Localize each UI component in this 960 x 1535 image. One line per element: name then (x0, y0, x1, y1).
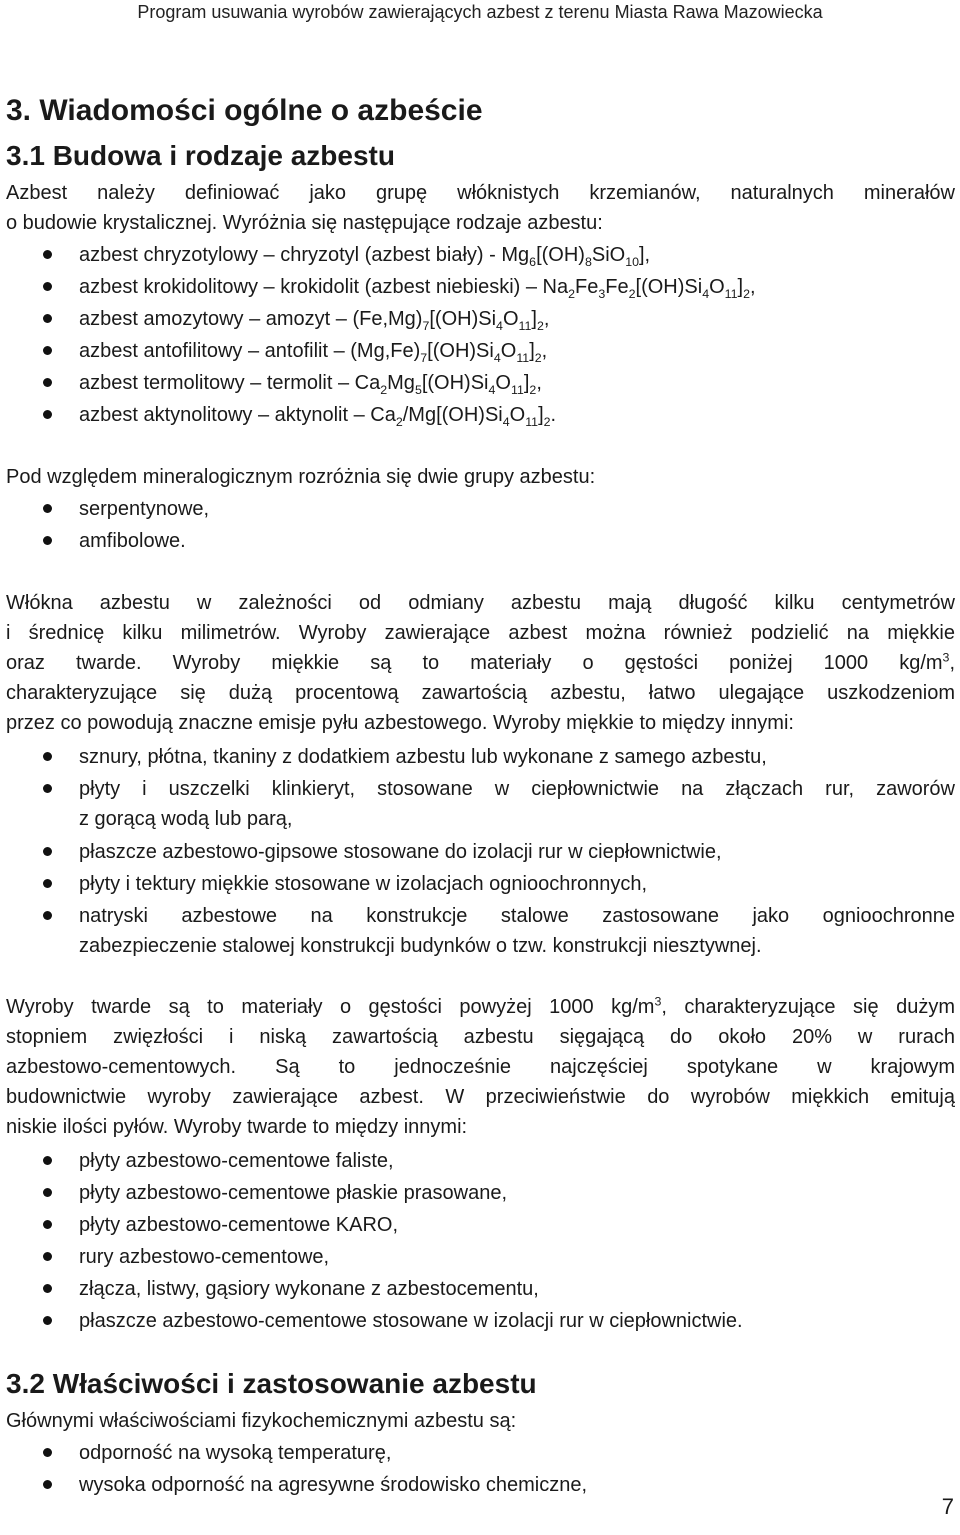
bullet-icon (43, 282, 52, 291)
list-item: odporność na wysoką temperaturę, (79, 1442, 392, 1464)
paragraph-line: Włókna azbestu w zależności od odmiany azbestu mają długość kilku centymetrów (6, 592, 955, 614)
list-item: sznury, płótna, tkaniny z dodatkiem azbestu lub wykonane z samego azbestu, (79, 746, 767, 768)
paragraph-line: stopniem zwięzłości i niską zawartością azbestu sięgającą do około 20% w rurach (6, 1026, 955, 1048)
list-item: złącza, listwy, gąsiory wykonane z azbestocementu, (79, 1278, 539, 1300)
section-3-2-title: 3.2 Właściwości i zastosowanie azbestu (6, 1368, 537, 1399)
paragraph-line: azbestowo-cementowych. Są to jednocześnie najczęściej spotykane w krajowym (6, 1056, 955, 1078)
list-item-amozyt: azbest amozytowy – amozyt – $(Fe,Mg)_7[(OH)Si_4O_{11}]_2$, (79, 308, 550, 333)
bullet-icon (43, 911, 52, 920)
bullet-icon (43, 504, 52, 513)
list-item: płyty azbestowo-cementowe faliste, (79, 1150, 394, 1172)
list-item: płyty azbestowo-cementowe KARO, (79, 1214, 399, 1236)
paragraph-line: Pod względem mineralogicznym rozróżnia się dwie grupy azbestu: (6, 466, 596, 488)
section-3-title: 3. Wiadomości ogólne o azbeście (6, 94, 483, 127)
paragraph-line: oraz twarde. Wyroby miękkie są to materiały o gęstości poniżej 1000 $kg/m^3$, (6, 650, 955, 674)
bullet-icon (43, 1284, 52, 1293)
paragraph-line: Wyroby twarde są to materiały o gęstości powyżej 1000 $kg/m^3$, charakteryzujące się dużym (6, 994, 955, 1018)
list-item: rury azbestowo-cementowe, (79, 1246, 330, 1268)
list-item: płaszcze azbestowo-gipsowe stosowane do izolacji rur w ciepłownictwie, (79, 841, 722, 863)
bullet-icon (43, 378, 52, 387)
bullet-icon (43, 847, 52, 856)
list-item-chryzotyl: azbest chryzotylowy – chryzotyl (azbest biały) - $Mg_6[(OH)_8SiO_{10}]$, (79, 244, 651, 269)
bullet-icon (43, 1188, 52, 1197)
list-item: wysoka odporność na agresywne środowisko chemiczne, (79, 1474, 588, 1496)
bullet-icon (43, 314, 52, 323)
paragraph-line: budownictwie wyroby zawierające azbest. W przeciwieństwie do wyrobów miękkich emitują (6, 1086, 955, 1108)
bullet-icon (43, 1316, 52, 1325)
bullet-icon (43, 1156, 52, 1165)
bullet-icon (43, 1448, 52, 1457)
bullet-icon (43, 1252, 52, 1261)
list-item-aktynolit: azbest aktynolitowy – aktynolit – $Ca_2/Mg[(OH)Si_4O_{11}]_2$. (79, 404, 557, 429)
list-item: płaszcze azbestowo-cementowe stosowane w izolacji rur w ciepłownictwie. (79, 1310, 743, 1332)
list-item: amfibolowe. (79, 530, 186, 552)
list-item-continuation: z gorącą wodą lub parą, (79, 808, 293, 830)
list-item-antofilit: azbest antofilitowy – antofilit – $(Mg,Fe)_7[(OH)Si_4O_{11}]_2$, (79, 340, 548, 365)
list-item: płyty azbestowo-cementowe płaskie prasowane, (79, 1182, 507, 1204)
bullet-icon (43, 1220, 52, 1229)
list-item-continuation: zabezpieczenie stalowej konstrukcji budynków o tzw. konstrukcji niesztywnej. (79, 935, 762, 957)
section-3-1-title: 3.1 Budowa i rodzaje azbestu (6, 140, 395, 171)
bullet-icon (43, 536, 52, 545)
paragraph-line: przez co powodują znaczne emisje pyłu azbestowego. Wyroby miękkie to między innymi: (6, 712, 794, 734)
bullet-icon (43, 752, 52, 761)
paragraph-line: niskie ilości pyłów. Wyroby twarde to między innymi: (6, 1116, 468, 1138)
bullet-icon (43, 410, 52, 419)
list-item: serpentynowe, (79, 498, 210, 520)
list-item: płyty i tektury miękkie stosowane w izolacjach ognioochronnych, (79, 873, 648, 895)
list-item-krokidolit: azbest krokidolitowy – krokidolit (azbest niebieski) – $Na_2Fe_3Fe_2[(OH)Si_4O_{11}]_2$, (79, 276, 756, 301)
paragraph-line: Azbest należy definiować jako grupę włóknistych krzemianów, naturalnych minerałów (6, 182, 955, 204)
list-item: płyty i uszczelki klinkieryt, stosowane w ciepłownictwie na złączach rur, zaworów (79, 778, 955, 800)
bullet-icon (43, 250, 52, 259)
bullet-icon (43, 1480, 52, 1489)
bullet-icon (43, 784, 52, 793)
bullet-icon (43, 879, 52, 888)
paragraph-line: i średnicę kilku milimetrów. Wyroby zawierające azbest można również podzielić na miękkie (6, 622, 955, 644)
paragraph-line: Głównymi właściwościami fizykochemicznymi azbestu są: (6, 1410, 517, 1432)
paragraph-line: o budowie krystalicznej. Wyróżnia się następujące rodzaje azbestu: (6, 212, 603, 234)
list-item: natryski azbestowe na konstrukcje stalowe zastosowane jako ognioochronne (79, 905, 955, 927)
running-header: Program usuwania wyrobów zawierających azbest z terenu Miasta Rawa Mazowiecka (137, 2, 823, 22)
list-item-termolit: azbest termolitowy – termolit – $Ca_2Mg_5[(OH)Si_4O_{11}]_2$, (79, 372, 542, 397)
paragraph-line: charakteryzujące się dużą procentową zawartością azbestu, łatwo ulegające uszkodzeniom (6, 682, 955, 704)
page-number: 7 (941, 1494, 954, 1519)
bullet-icon (43, 346, 52, 355)
